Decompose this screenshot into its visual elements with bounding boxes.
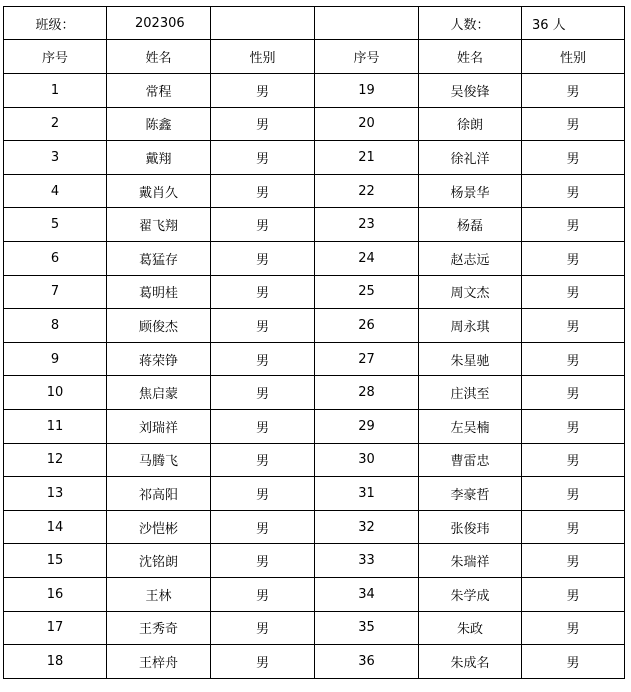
student-no-cell: 21 (315, 141, 419, 175)
table-row (4, 645, 625, 679)
student-no-cell: 33 (315, 544, 419, 578)
table-row (4, 544, 625, 578)
student-gender-cell: 男 (522, 645, 625, 679)
class-info-row (4, 7, 625, 40)
student-no-cell: 4 (4, 174, 107, 208)
student-name-cell: 戴翔 (107, 141, 211, 175)
student-no-cell: 34 (315, 577, 419, 611)
student-gender-cell: 男 (211, 174, 315, 208)
column-header-name: 姓名 (419, 40, 522, 74)
table-row (4, 376, 625, 410)
table-row (4, 241, 625, 275)
table-row (4, 141, 625, 175)
student-no-cell: 27 (315, 342, 419, 376)
student-name-cell: 常程 (107, 74, 211, 108)
table-row (4, 510, 625, 544)
student-no-cell: 14 (4, 510, 107, 544)
student-name-cell: 蒋荣铮 (107, 342, 211, 376)
student-name-cell: 刘瑞祥 (107, 409, 211, 443)
student-name-cell: 戴肖久 (107, 174, 211, 208)
student-gender-cell: 男 (522, 208, 625, 242)
student-no-cell: 13 (4, 477, 107, 511)
student-gender-cell: 男 (211, 577, 315, 611)
student-name-cell: 王秀奇 (107, 611, 211, 645)
student-name-cell: 葛猛存 (107, 241, 211, 275)
student-gender-cell: 男 (211, 477, 315, 511)
student-no-cell: 1 (4, 74, 107, 108)
table-row (4, 477, 625, 511)
table-row (4, 107, 625, 141)
student-gender-cell: 男 (522, 342, 625, 376)
student-no-cell: 16 (4, 577, 107, 611)
student-no-cell: 19 (315, 74, 419, 108)
empty-cell (211, 7, 315, 40)
student-no-cell: 17 (4, 611, 107, 645)
student-name-cell: 赵志远 (419, 241, 522, 275)
table-row (4, 74, 625, 108)
student-name-cell: 朱政 (419, 611, 522, 645)
table-row (4, 409, 625, 443)
student-name-cell: 张俊玮 (419, 510, 522, 544)
student-gender-cell: 男 (522, 241, 625, 275)
table-row (4, 309, 625, 343)
student-name-cell: 翟飞翔 (107, 208, 211, 242)
table-row (4, 174, 625, 208)
student-gender-cell: 男 (211, 208, 315, 242)
student-no-cell: 31 (315, 477, 419, 511)
student-gender-cell: 男 (522, 409, 625, 443)
table-row (4, 275, 625, 309)
student-name-cell: 曹雷忠 (419, 443, 522, 477)
student-name-cell: 杨景华 (419, 174, 522, 208)
student-no-cell: 36 (315, 645, 419, 679)
student-name-cell: 左吴楠 (419, 409, 522, 443)
column-header-no: 序号 (4, 40, 107, 74)
student-name-cell: 祁高阳 (107, 477, 211, 511)
student-no-cell: 30 (315, 443, 419, 477)
student-name-cell: 庄淇至 (419, 376, 522, 410)
student-gender-cell: 男 (211, 544, 315, 578)
student-name-cell: 王梓舟 (107, 645, 211, 679)
student-gender-cell: 男 (522, 443, 625, 477)
class-roster-sheet (3, 6, 625, 679)
student-gender-cell: 男 (211, 645, 315, 679)
student-name-cell: 朱成名 (419, 645, 522, 679)
empty-cell (315, 7, 419, 40)
student-gender-cell: 男 (211, 510, 315, 544)
student-name-cell: 陈鑫 (107, 107, 211, 141)
student-no-cell: 24 (315, 241, 419, 275)
student-gender-cell: 男 (522, 141, 625, 175)
student-gender-cell: 男 (522, 477, 625, 511)
student-name-cell: 周永琪 (419, 309, 522, 343)
student-gender-cell: 男 (522, 611, 625, 645)
table-row (4, 577, 625, 611)
student-no-cell: 10 (4, 376, 107, 410)
column-header-gender: 性别 (522, 40, 625, 74)
table-row (4, 443, 625, 477)
student-gender-cell: 男 (211, 342, 315, 376)
student-name-cell: 沈铭朗 (107, 544, 211, 578)
student-no-cell: 11 (4, 409, 107, 443)
student-gender-cell: 男 (522, 544, 625, 578)
student-gender-cell: 男 (522, 309, 625, 343)
student-no-cell: 22 (315, 174, 419, 208)
table-row (4, 342, 625, 376)
student-no-cell: 23 (315, 208, 419, 242)
student-no-cell: 2 (4, 107, 107, 141)
student-name-cell: 朱学成 (419, 577, 522, 611)
class-value: 202306 (107, 7, 211, 40)
student-gender-cell: 男 (211, 74, 315, 108)
student-name-cell: 徐礼洋 (419, 141, 522, 175)
student-gender-cell: 男 (522, 275, 625, 309)
student-gender-cell: 男 (211, 309, 315, 343)
student-no-cell: 8 (4, 309, 107, 343)
student-name-cell: 马腾飞 (107, 443, 211, 477)
column-header-name: 姓名 (107, 40, 211, 74)
student-name-cell: 焦启蒙 (107, 376, 211, 410)
student-name-cell: 周文杰 (419, 275, 522, 309)
student-no-cell: 15 (4, 544, 107, 578)
student-no-cell: 20 (315, 107, 419, 141)
student-no-cell: 35 (315, 611, 419, 645)
student-gender-cell: 男 (522, 74, 625, 108)
student-gender-cell: 男 (522, 107, 625, 141)
column-header-no: 序号 (315, 40, 419, 74)
student-no-cell: 12 (4, 443, 107, 477)
student-no-cell: 28 (315, 376, 419, 410)
student-name-cell: 葛明桂 (107, 275, 211, 309)
student-gender-cell: 男 (211, 241, 315, 275)
student-name-cell: 朱星驰 (419, 342, 522, 376)
student-name-cell: 杨磊 (419, 208, 522, 242)
student-name-cell: 顾俊杰 (107, 309, 211, 343)
student-gender-cell: 男 (211, 611, 315, 645)
student-gender-cell: 男 (522, 510, 625, 544)
student-gender-cell: 男 (211, 141, 315, 175)
student-no-cell: 7 (4, 275, 107, 309)
student-gender-cell: 男 (211, 376, 315, 410)
class-roster-table (3, 6, 625, 679)
class-label: 班级： (4, 7, 107, 40)
student-no-cell: 26 (315, 309, 419, 343)
student-gender-cell: 男 (522, 174, 625, 208)
student-no-cell: 3 (4, 141, 107, 175)
student-gender-cell: 男 (211, 107, 315, 141)
student-name-cell: 沙恺彬 (107, 510, 211, 544)
student-name-cell: 李豪哲 (419, 477, 522, 511)
student-no-cell: 18 (4, 645, 107, 679)
student-name-cell: 吴俊锋 (419, 74, 522, 108)
student-no-cell: 32 (315, 510, 419, 544)
student-name-cell: 徐朗 (419, 107, 522, 141)
student-gender-cell: 男 (211, 443, 315, 477)
student-gender-cell: 男 (211, 409, 315, 443)
student-no-cell: 29 (315, 409, 419, 443)
student-gender-cell: 男 (211, 275, 315, 309)
student-no-cell: 5 (4, 208, 107, 242)
student-no-cell: 25 (315, 275, 419, 309)
table-row (4, 611, 625, 645)
student-no-cell: 6 (4, 241, 107, 275)
column-header-gender: 性别 (211, 40, 315, 74)
count-value: 36 人 (522, 7, 625, 40)
table-row (4, 208, 625, 242)
student-name-cell: 朱瑞祥 (419, 544, 522, 578)
student-name-cell: 王林 (107, 577, 211, 611)
student-gender-cell: 男 (522, 577, 625, 611)
student-no-cell: 9 (4, 342, 107, 376)
column-header-row (4, 40, 625, 74)
count-label: 人数： (419, 7, 522, 40)
student-gender-cell: 男 (522, 376, 625, 410)
